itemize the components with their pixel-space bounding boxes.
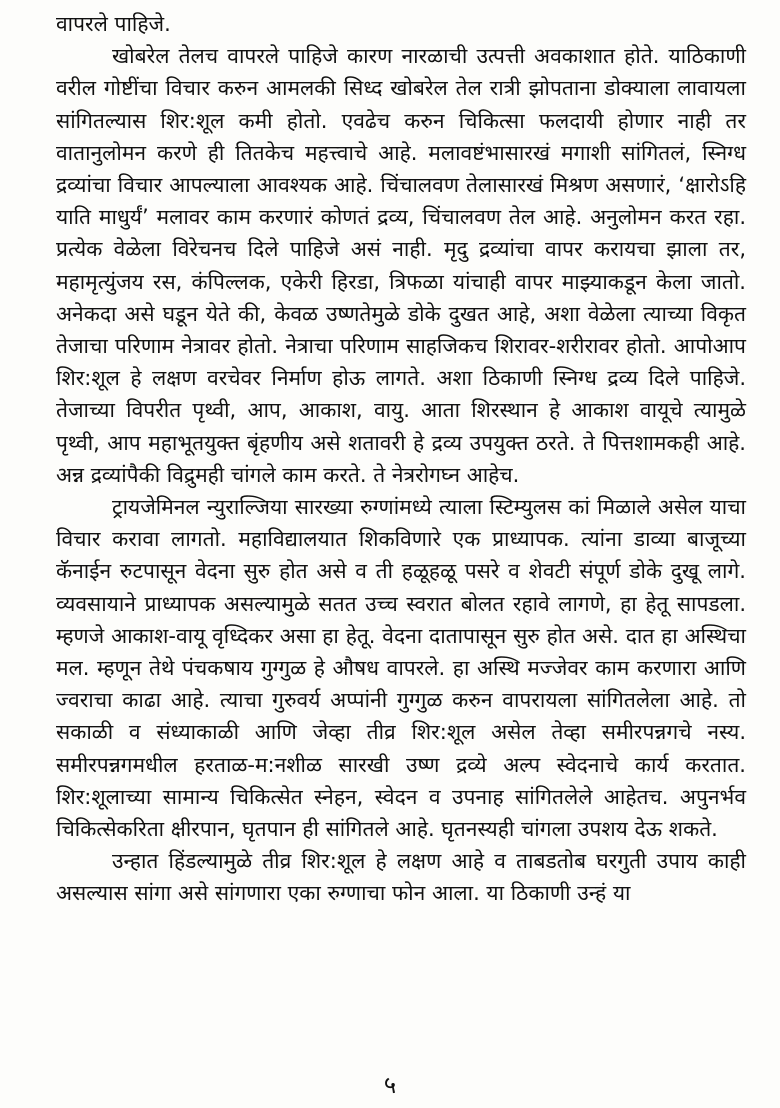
paragraph-continuation: वापरले पाहिजे.	[56, 12, 171, 36]
paragraph-coconut-oil: खोबरेल तेलच वापरले पाहिजे कारण नारळाची उत्पत्ती अवकाशात होते. याठिकाणी वरील गोष्टींचा विचार करुन आमलकी सिध्द खोबरेल तेल रात्री झोपताना डोक्याला लावायला सांगितल्यास शिर:शूल कमी होतो. एवढेच करुन चिकित्सा फलदायी होणार नाही तर वातानुलोमन करणे ही तितकेच महत्त्वाचे आहे. मलावष्टंभासारखं मगाशी सांगितलं, स्निग्ध द्रव्यांचा विचार आपल्याला आवश्यक आहे. चिंचालवण तेलासारखं मिश्रण असणारं, ‘क्षारोऽहि याति माधुर्यं’ मलावर काम करणारं कोणतं द्रव्य, चिंचालवण तेल आहे. अनुलोमन करत रहा. प्रत्येक वेळेला विरेचनच दिले पाहिजे असं नाही. मृदु द्रव्यांचा वापर करायचा झाला तर, महामृत्युंजय रस, कंपिल्लक, एकेरी हिरडा, त्रिफळा यांचाही वापर माझ्याकडून केला जातो. अनेकदा असे घडून येते की, केवळ उष्णतेमुळे डोके दुखत आहे, अशा वेळेला त्याच्या विकृत तेजाचा परिणाम नेत्रावर होतो. नेत्राचा परिणाम साहजिकच शिरावर-शरीरावर होतो. आपोआप शिर:शूल हे लक्षण वरचेवर निर्माण होऊ लागते. अशा ठिकाणी स्निग्ध द्रव्य दिले पाहिजे. तेजाच्या विपरीत पृथ्वी, आप, आकाश, वायु. आता शिरस्थान हे आकाश वायूचे त्यामुळे पृथ्वी, आप महाभूतयुक्त बृंहणीय असे शतावरी हे द्रव्य उपयुक्त ठरते. ते पित्तशामकही आहे. अन्न द्रव्यांपैकी विद्रुमही चांगले काम करते. ते नेत्ररोगघ्न आहेच.	[56, 44, 746, 487]
paragraph-trigeminal-neuralgia: ट्रायजेमिनल न्युराल्जिया सारख्या रुग्णांमध्ये त्याला स्टिम्युलस कां मिळाले असेल याचा विचार करावा लागतो. महाविद्यालयात शिकविणारे एक प्राध्यापक. त्यांना डाव्या बाजूच्या कॅनाईन रुटपासून वेदना सुरु होत असे व ती हळूहळू पसरे व शेवटी संपूर्ण डोके दुखू लागे. व्यवसायाने प्राध्यापक असल्यामुळे सतत उच्च स्वरात बोलत रहावे लागणे, हा हेतू सापडला. म्हणजे आकाश-वायू वृध्दिकर असा हा हेतू. वेदना दातापासून सुरु होत असे. दात हा अस्थिचा मल. म्हणून तेथे पंचकषाय गुग्गुळ हे औषध वापरले. हा अस्थि मज्जेवर काम करणारा आणि ज्वराचा काढा आहे. त्याचा गुरुवर्य अप्पांनी गुग्गुळ करुन वापरायला सांगितलेला आहे. तो सकाळी व संध्याकाळी आणि जेव्हा तीव्र शिर:शूल असेल तेव्हा समीरपन्नगचे नस्य. समीरपन्नगमधील हरताळ-म:नशीळ सारखी उष्ण द्रव्ये अल्प स्वेदनाचे कार्य करतात. शिर:शूलाच्या सामान्य चिकित्सेत स्नेहन, स्वेदन व उपनाह सांगितलेले आहेतच. अपुनर्भव चिकित्सेकरिता क्षीरपान, घृतपान ही सांगितले आहे. घृतनस्यही चांगला उपशय देऊ शकते.	[56, 495, 746, 842]
body-text	[56, 8, 746, 910]
paragraph-sun-headache: उन्हात हिंडल्यामुळे तीव्र शिर:शूल हे लक्षण आहे व ताबडतोब घरगुती उपाय काही असल्यास सांगा असे सांगणारा एका रुग्णाचा फोन आला. या ठिकाणी उन्हं या	[56, 849, 746, 906]
page-number: ५	[383, 1071, 397, 1099]
